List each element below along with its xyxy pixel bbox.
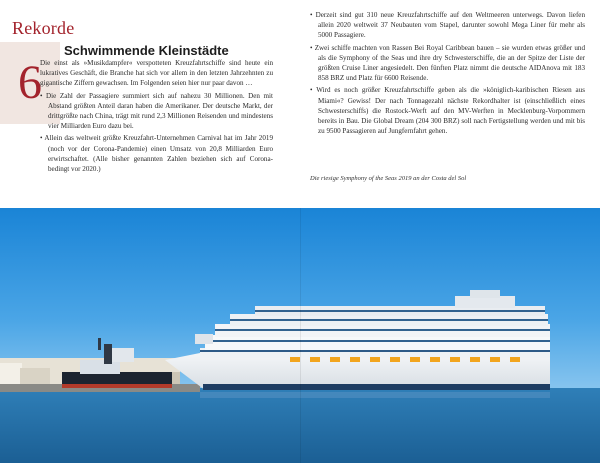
right-paragraph-2: • Zwei schiffe machten von Rassen Bei Royal Caribbean bauen – sie wurden etwas größer und als die Symphony of the Seas und ihre dry Schwesterschiffe, die an der Spitze der Liste der größten Cruise Liner angesiedelt. Den fünften Platz nimmt die deutsche AIDAnova mit 183 858 BRZ und Platz für 6600 Reisende. xyxy=(310,43,585,83)
left-paragraph-1: Die einst als »Musikdampfer« verspotteten Kreuzfahrtschiffe sind heute ein lukratives Geschäft, die Branche hat sich vor allem in den letzten Jahrzehnten zu gigantische Ziffern gewachsen. Im Folgenden seien hier nur paar davon … xyxy=(40,59,273,88)
left-text-column xyxy=(40,58,273,176)
left-paragraph-3: • Allein das weltweit größte Kreuzfahrt-Unternehmen Carnival hat im Jahr 2019 (noch vor der Corona-Pandemie) einen Umsatz von 20,8 Milliarden Euro erwirtschaftet. (Alle bisher genannten Zahlen beziehen sich auf Corona-bedingt vor 2020.) xyxy=(40,134,273,174)
chapter-title: Rekorde xyxy=(12,18,75,38)
chapter-number-box: 6 xyxy=(0,42,60,124)
photo-caption: Die riesige Symphony of the Seas 2019 an der Costa del Sol xyxy=(310,175,467,182)
right-paragraph-3: • Wird es noch größer Kreuzfahrtschiffe geben als die »königlich-karibischen Riesen aus Miami«? Gewiss! Der nach Tonnagezahl nächste Rekordhalter ist (einschließlich eines Schwesterschiffs) die Rostock-Werft auf den MV-Werften in Mecklenburg-Vorpommern bereits in Bau. Die Global Dream (204 300 BRZ) soll nach Fertigstellung werden und mit bis zu 9500 Passagieren auf Jungfernfahrt gehen. xyxy=(310,86,585,136)
left-paragraph-2: • Die Zahl der Passagiere summiert sich auf nahezu 30 Millionen. Den mit Abstand größten Anteil daran haben die Amerikaner. Der deutsche Markt, der drittgrößte nach China, trägt mit rund 2,3 Millionen Reisenden und mindestens vier Milliarden Euro dazu bei. xyxy=(40,91,273,131)
page-gutter xyxy=(300,208,301,463)
section-heading: Schwimmende Kleinstädte xyxy=(64,43,229,58)
right-paragraph-1: • Derzeit sind gut 310 neue Kreuzfahrtschiffe auf den Weltmeeren unterwegs. Davon liefen allein 2020 weltweit 37 Neubauten vom Stapel, darunter sowohl Mega Liner für mehr als 5000 Passagiere. xyxy=(310,11,585,40)
right-text-column xyxy=(310,10,585,138)
